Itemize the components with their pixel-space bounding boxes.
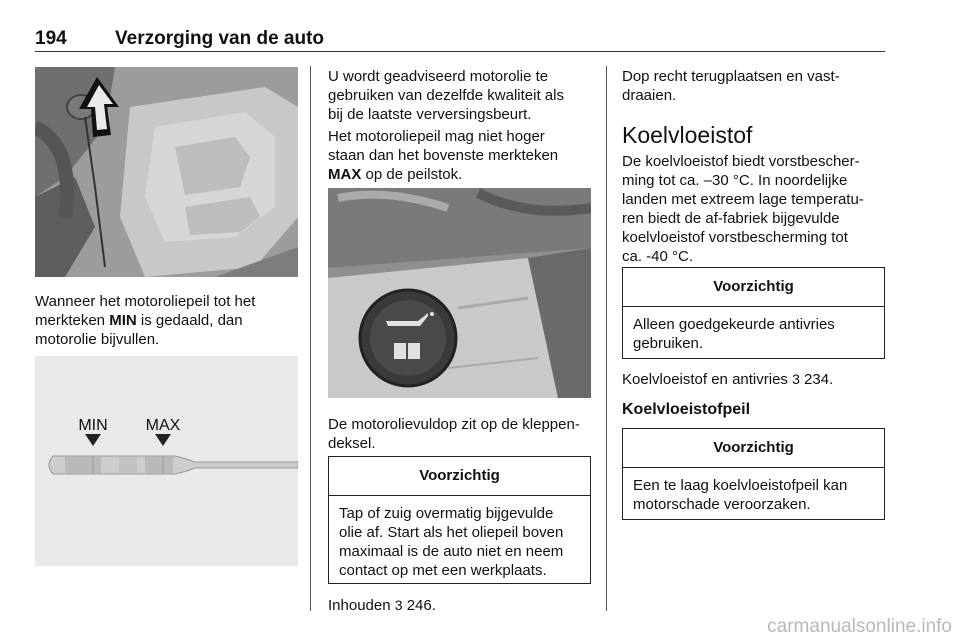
caution-heading: Voorzichtig xyxy=(329,457,590,496)
page-ref-arrow-icon: 3 xyxy=(394,597,403,613)
caution-body: Alleen goedgekeurde antivries gebruiken. xyxy=(633,316,835,352)
refit-cap-paragraph: Dop recht terugplaatsen en vast- draaien. xyxy=(622,68,840,104)
caution-box-antifreeze xyxy=(622,267,885,359)
dipstick-illustration xyxy=(35,356,298,566)
filler-cap-location-paragraph: De motorolievuldop zit op de kleppen- deksel. xyxy=(328,416,580,452)
column-divider-2 xyxy=(606,66,607,611)
page-header xyxy=(35,28,885,52)
oil-filler-cap-photo xyxy=(328,188,591,398)
oil-quality-paragraph: U wordt geadviseerd motorolie te gebruiken van dezelfde kwaliteit als bij de laatste verversingsbeurt. xyxy=(328,68,564,123)
caution-heading: Voorzichtig xyxy=(623,429,884,468)
min-label: MIN xyxy=(78,417,108,434)
contents-reference[interactable]: Inhouden 3 246. xyxy=(328,597,436,614)
caution-box-overfill xyxy=(328,456,591,584)
page-title: Verzorging van de auto xyxy=(115,28,325,49)
column-divider-1 xyxy=(310,66,311,611)
caution-heading: Voorzichtig xyxy=(623,268,884,307)
manual-book-icon xyxy=(394,343,420,359)
page-number: 194 xyxy=(35,28,67,49)
caution-body: Tap of zuig overmatig bijgevulde olie af. Start als het oliepeil boven maximaal is de auto niet en neem contact op met een werkplaats. xyxy=(339,505,564,579)
max-mark-term: MAX xyxy=(328,166,362,183)
coolant-antifreeze-reference[interactable]: Koelvloeistof en antivries 3 234. xyxy=(622,371,834,388)
page-ref-arrow-icon: 3 xyxy=(792,371,800,387)
subheading-coolant-level: Koelvloeistofpeil xyxy=(622,401,751,418)
min-mark-term: MIN xyxy=(109,312,137,329)
oil-min-paragraph: Wanneer het motoroliepeil tot het merkteken MIN is gedaald, dan motorolie bijvullen. xyxy=(35,293,256,348)
caution-box-coolant-level xyxy=(622,428,885,520)
engine-bay-photo xyxy=(35,67,298,277)
max-label: MAX xyxy=(145,417,181,434)
oil-max-paragraph: Het motoroliepeil mag niet hoger staan dan het bovenste merkteken MAX op de peilstok. xyxy=(328,128,559,183)
header-rule xyxy=(35,51,885,52)
section-heading-coolant: Koelvloeistof xyxy=(622,122,753,148)
caution-body: Een te laag koelvloeistofpeil kan motorschade veroorzaken. xyxy=(633,477,848,513)
coolant-frost-paragraph: De koelvloeistof biedt vorstbescher- ming tot ca. –30 °C. In noordelijke landen met extreem lage temperatu- ren biedt de af-fabriek bijgevulde koelvloeistof vorstbescherming tot ca. -40 °C. xyxy=(622,153,864,265)
watermark: carmanualsonline.info xyxy=(767,616,952,637)
